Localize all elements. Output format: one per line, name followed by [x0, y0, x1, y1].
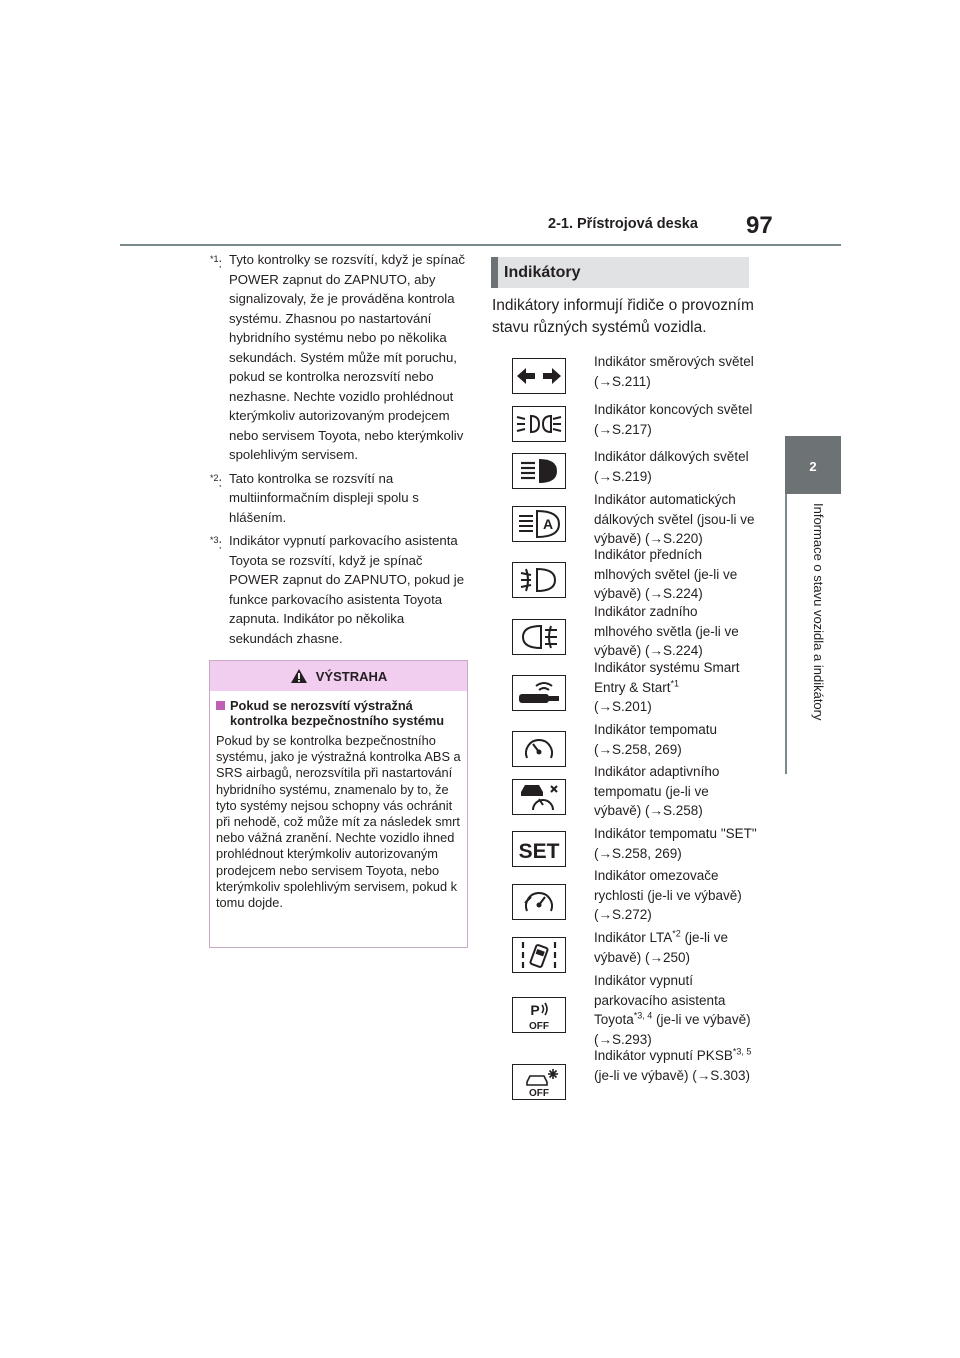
bullet-square-icon	[216, 701, 225, 710]
indicator-label: Indikátor adaptivního tempomatu (je-li ve výbavě) (→S.258)	[594, 764, 720, 819]
footnote-1: $^{*1}$: Tyto kontrolky se rozsvítí, když je spínač POWER zapnut do ZAPNUTO, aby signalizovaly, že je prováděna kontrola systému. Zhasnou po nastartování hybridního systému nebo po několika sekundách. Systém může mít poruchu, pokud se kontrolka nerozsvítí nebo nezhasne. Nechte vozidlo prohlédnout kterýmkoliv autorizovaným prodejcem nebo servisem Toyota, nebo kterýmkoliv spolehlivým servisem.	[210, 250, 470, 465]
set-icon	[513, 832, 565, 866]
off-icon-text: OFF	[529, 1021, 549, 1032]
footnote-3: $^{*3}$: Indikátor vypnutí parkovacího asistenta Toyota se rozsvítí, když je spínač POWER zapnut do ZAPNUTO, pokud je funkce parkovacího asistenta Toyota zapnuta. Indikátor po několika sekundách zhasne.	[210, 531, 470, 648]
page-number: 97	[746, 212, 773, 239]
footnote-text: Indikátor vypnutí parkovacího asistenta Toyota se rozsvítí, když je spínač POWER zapnut do ZAPNUTO, pokud je funkce parkovacího asistenta Toyota zapnuta. Indikátor po několika sekundách zhasne.	[229, 533, 465, 646]
footnote-mark: *1	[210, 254, 219, 264]
cruise-control-icon	[513, 732, 565, 766]
section-title: 2-1. Přístrojová deska	[548, 216, 698, 232]
indicators-intro: Indikátory informují řidiče o provozním stavu různých systémů vozidla.	[492, 297, 754, 336]
indicator-footnote-mark: *3, 4	[633, 1010, 653, 1021]
tail-light-icon	[513, 407, 565, 441]
smart-entry-icon	[513, 676, 565, 710]
parking-assist-off-icon	[513, 998, 565, 1032]
indicator-label: Indikátor předních mlhových světel (je-li ve výbavě) (→S.224)	[594, 547, 738, 602]
set-icon-text: SET	[518, 840, 560, 863]
indicator-label: Indikátor tempomatu (→S.258, 269)	[594, 722, 718, 757]
footnote-mark: *3	[210, 535, 219, 545]
warning-text: Pokud by se kontrolka bezpečnostního systému, jako je výstražná kontrolka ABS a SRS airbagů, nerozsvítila při nastartování hybridního systému, znamenalo by to, že tyto systémy nejsou schopny vás ochránit při nehodě, což může mít za následek smrt nebo vážná zranění. Nechte vozidlo ihned prohlédnout kterýmkoliv autorizovaným prodejcem nebo servisem Toyota, nebo kterýmkoliv spolehlivým servisem, pokud k tomu dojde.	[216, 733, 461, 911]
indicator-footnote-mark: *3, 5	[732, 1046, 752, 1057]
svg-text:P: P	[530, 1002, 540, 1018]
indicator-label: Indikátor dálkových světel (→S.219)	[594, 449, 749, 484]
indicator-label-ref: (je-li ve výbavě) (→S.293)	[594, 1012, 751, 1047]
front-fog-icon	[513, 563, 565, 597]
warning-box	[209, 660, 468, 948]
chapter-bar	[785, 494, 787, 774]
indicator-label: Indikátor koncových světel (→S.217)	[594, 402, 753, 437]
warning-header	[210, 661, 467, 691]
footnote-mark: *2	[210, 472, 219, 483]
turn-signal-icon	[513, 359, 565, 393]
speed-limiter-icon	[513, 885, 565, 919]
rear-fog-icon	[513, 620, 565, 654]
footnote-text: Tato kontrolka se rozsvítí na multiinformačním displeji spolu s hlášením.	[229, 470, 419, 525]
indicators-heading: Indikátory	[491, 257, 749, 288]
footnotes	[210, 250, 470, 652]
indicator-label-ref: (je-li ve výbavě) (→250)	[594, 930, 729, 965]
off-icon-text: OFF	[529, 1088, 549, 1099]
indicator-label: Indikátor směrových světel (→S.211)	[594, 354, 754, 389]
header-rule	[120, 244, 841, 246]
indicator-label-ref: (→S.201)	[594, 699, 652, 715]
indicator-label: Indikátor systému Smart Entry & Start	[594, 660, 740, 695]
auto-high-beam-icon	[513, 507, 565, 541]
indicator-label: Indikátor automatických dálkových světel (jsou-li ve výbavě) (→S.220)	[594, 492, 755, 547]
warning-triangle-icon	[290, 668, 308, 684]
lta-icon	[513, 938, 565, 972]
footnote-2: $^{*2}$: Tato kontrolka se rozsvítí na multiinformačním displeji spolu s hlášením.	[210, 469, 470, 528]
indicator-label: Indikátor omezovače rychlosti (je-li ve výbavě) (→S.272)	[594, 868, 742, 923]
footnote-text: Tyto kontrolky se rozsvítí, když je spínač POWER zapnut do ZAPNUTO, aby signalizovaly, že je prováděna kontrola systému. Zhasnou po nastartování hybridního systému nebo po několika sekundách. Systém může mít poruchu, pokud se kontrolka nerozsvítí nebo nezhasne. Nechte vozidlo prohlédnout kterýmkoliv autorizovaným prodejcem nebo servisem Toyota, nebo kterýmkoliv spolehlivým servisem.	[229, 252, 465, 462]
warning-label: VÝSTRAHA	[315, 668, 388, 684]
indicator-label: Indikátor vypnutí parkovacího asistenta Toyota	[594, 973, 726, 1028]
indicator-label: Indikátor zadního mlhového světla (je-li ve výbavě) (→S.224)	[594, 604, 739, 659]
indicator-footnote-mark: *2	[672, 928, 681, 939]
warning-title: Pokud se nerozsvítí výstražná kontrolka bezpečnostního systému	[230, 698, 445, 728]
chapter-tab: 2	[785, 436, 841, 494]
chapter-title: Informace o stavu vozidla a indikátory	[811, 503, 826, 721]
svg-text:A: A	[542, 516, 554, 532]
adaptive-cruise-icon	[513, 780, 565, 814]
indicator-label-ref: (je-li ve výbavě) (→S.303)	[594, 1067, 751, 1083]
pksb-off-icon	[513, 1065, 565, 1099]
indicator-label: Indikátor LTA	[594, 930, 673, 945]
high-beam-icon	[513, 454, 565, 488]
indicator-label: Indikátor tempomatu "SET" (→S.258, 269)	[594, 826, 757, 861]
indicator-footnote-mark: *1	[670, 678, 680, 689]
indicator-label: Indikátor vypnutí PKSB	[594, 1048, 733, 1063]
